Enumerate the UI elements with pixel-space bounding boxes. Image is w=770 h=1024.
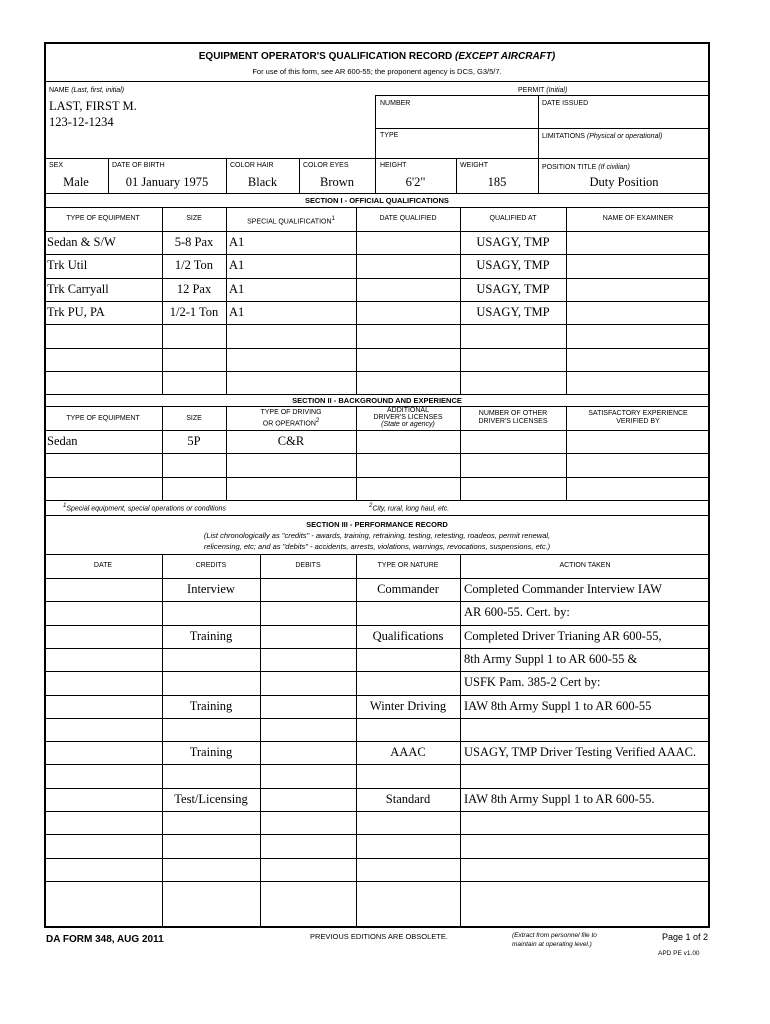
s1-cell[interactable]: Sedan & S/W xyxy=(47,235,116,249)
s3-cell[interactable]: IAW 8th Army Suppl 1 to AR 600-55. xyxy=(464,791,655,806)
row-line xyxy=(44,278,710,279)
position-label: POSITION TITLE (If civilian) xyxy=(542,164,630,171)
row-line xyxy=(44,788,710,789)
row-line xyxy=(44,348,710,349)
row-line xyxy=(44,881,710,882)
previous-editions: PREVIOUS EDITIONS ARE OBSOLETE. xyxy=(310,932,448,941)
row-line xyxy=(44,231,710,232)
section3-title: SECTION III - PERFORMANCE RECORD xyxy=(306,520,448,529)
page-number: Page 1 of 2 xyxy=(662,932,709,942)
permit-label: PERMIT (Initial) xyxy=(518,87,568,94)
s3-header-1: CREDITS xyxy=(195,562,227,569)
s1-cell[interactable]: USAGY, TMP xyxy=(476,304,550,319)
s1-cell[interactable]: A1 xyxy=(229,281,245,296)
row-line xyxy=(44,430,710,431)
s1-cell[interactable]: A1 xyxy=(229,304,245,319)
ssn-value[interactable]: 123-12-1234 xyxy=(49,115,114,129)
row-line xyxy=(44,858,710,859)
row-line xyxy=(44,764,710,765)
section1-title: SECTION I - OFFICIAL QUALIFICATIONS xyxy=(305,196,449,205)
s1-header-2: SPECIAL QUALIFICATION$^1$ xyxy=(247,216,335,226)
s2-h-size: SIZE xyxy=(186,415,202,422)
row-line xyxy=(44,718,710,719)
s1-cell[interactable]: 1/2-1 Ton xyxy=(169,304,219,319)
form-subtitle: For use of this form, see AR 600-55; the proponent agency is DCS, G3/5/7. xyxy=(252,67,502,76)
s3-cell[interactable]: Completed Commander Interview IAW xyxy=(464,582,662,596)
s2-cell[interactable]: Sedan xyxy=(47,434,78,448)
s1-header-1: SIZE xyxy=(186,215,202,222)
title-main: EQUIPMENT OPERATOR'S QUALIFICATION RECORD xyxy=(198,51,453,62)
s2-h-other: NUMBER OF OTHER DRIVER'S LICENSES xyxy=(478,410,548,425)
height-label: HEIGHT xyxy=(380,162,407,169)
row-line xyxy=(44,671,710,672)
row-line xyxy=(44,301,710,302)
s3-cell[interactable]: Commander xyxy=(377,582,439,596)
s1-cell[interactable]: USAGY, TMP xyxy=(476,235,550,249)
footnote-1: $^1$Special equipment, special operations or conditions xyxy=(63,503,226,513)
s2-h-satisfactory: SATISFACTORY EXPERIENCE VERIFIED BY xyxy=(588,410,688,425)
s3-header-4: ACTION TAKEN xyxy=(559,562,611,569)
s3-cell[interactable]: Test/Licensing xyxy=(174,791,248,806)
row-line xyxy=(44,741,710,742)
s1-cell[interactable]: 1/2 Ton xyxy=(174,258,214,273)
s1-cell[interactable]: Trk Carryall xyxy=(47,281,109,296)
row-line xyxy=(44,371,710,372)
row-line xyxy=(44,453,710,454)
row-line xyxy=(44,648,710,649)
rule xyxy=(44,81,710,82)
s1-cell[interactable]: USAGY, TMP xyxy=(476,258,550,273)
row-line xyxy=(44,500,710,501)
s3-cell[interactable]: AR 600-55. Cert. by: xyxy=(464,605,570,620)
s2-cell[interactable]: C&R xyxy=(277,434,305,448)
row-line xyxy=(44,477,710,478)
row-line xyxy=(44,625,710,626)
row-line xyxy=(44,254,710,255)
s2-h-driving: TYPE OF DRIVING OR OPERATION$^2$ xyxy=(260,409,322,428)
s3-cell[interactable]: Training xyxy=(189,698,233,713)
row-line xyxy=(44,578,710,579)
row-line xyxy=(44,811,710,812)
s3-cell[interactable]: 8th Army Suppl 1 to AR 600-55 & xyxy=(464,651,638,666)
row-line xyxy=(44,601,710,602)
s1-header-5: NAME OF EXAMINER xyxy=(602,215,674,222)
s1-cell[interactable]: 5-8 Pax xyxy=(174,235,214,249)
row-line xyxy=(44,834,710,835)
s1-header-0: TYPE OF EQUIPMENT xyxy=(66,215,140,222)
position-value[interactable]: Duty Position xyxy=(589,175,659,189)
s1-cell[interactable]: Trk PU, PA xyxy=(47,304,105,319)
row-line xyxy=(44,695,710,696)
hair-label: COLOR HAIR xyxy=(230,162,274,169)
s3-cell[interactable]: Qualifications xyxy=(372,628,444,643)
section3-note-2: relicensing, etc; and as "debits" - accidents, arrests, violations, warnings, revocations, suspensions, etc.) xyxy=(203,542,551,551)
date-issued-label: DATE ISSUED xyxy=(542,100,589,107)
dob-label: DATE OF BIRTH xyxy=(112,162,165,169)
section3-note-1: (List chronologically as "credits" - awards, training, retraining, testing, retesting, roadeos, permit renewal, xyxy=(203,531,551,540)
weight-value[interactable]: 185 xyxy=(487,175,507,189)
s3-cell[interactable]: USAGY, TMP Driver Testing Verified AAAC. xyxy=(464,745,697,760)
type-label: TYPE xyxy=(380,132,399,139)
row-line xyxy=(44,324,710,325)
s1-cell[interactable]: A1 xyxy=(229,235,245,249)
hair-value[interactable]: Black xyxy=(247,175,278,189)
dob-value[interactable]: 01 January 1975 xyxy=(125,175,209,189)
form-title xyxy=(44,51,710,62)
name-value[interactable]: LAST, FIRST M. xyxy=(49,99,137,113)
s3-cell[interactable]: Winter Driving xyxy=(369,698,447,713)
sex-label: SEX xyxy=(49,162,64,169)
s3-header-2: DEBITS xyxy=(295,562,321,569)
s1-cell[interactable]: USAGY, TMP xyxy=(476,281,550,296)
name-label: NAME (Last, first, initial) xyxy=(49,87,125,94)
s2-h-type: TYPE OF EQUIPMENT xyxy=(66,415,140,422)
s3-cell[interactable]: Completed Driver Trianing AR 600-55, xyxy=(464,628,662,643)
weight-label: WEIGHT xyxy=(460,162,488,169)
form-number: DA FORM 348, AUG 2011 xyxy=(46,934,164,945)
s3-cell[interactable]: Training xyxy=(189,745,233,760)
s3-cell[interactable]: Interview xyxy=(187,582,235,596)
number-label: NUMBER xyxy=(380,100,411,107)
s1-cell[interactable]: A1 xyxy=(229,258,245,273)
s3-cell[interactable]: IAW 8th Army Suppl 1 to AR 600-55 xyxy=(464,698,652,713)
footnote-2: $^2$City, rural, long haul, etc. xyxy=(369,503,450,513)
s3-header-0: DATE xyxy=(93,562,113,569)
version: APD PE v1.00 xyxy=(658,950,700,957)
limitations-label: LIMITATIONS (Physical or operational) xyxy=(542,133,663,140)
extract-note: (Extract from personnel file to maintain at operating level.) xyxy=(512,932,597,948)
s3-cell[interactable]: USFK Pam. 385-2 Cert by: xyxy=(464,675,601,690)
s1-cell[interactable]: 12 Pax xyxy=(176,281,212,296)
s2-h-additional: ADDITIONAL DRIVER'S LICENSES (State or agency) xyxy=(373,407,443,428)
s1-header-sup: 1 xyxy=(331,216,335,222)
s3-cell[interactable]: AAAC xyxy=(390,745,426,760)
s1-cell[interactable]: Trk Util xyxy=(47,258,88,273)
s1-header-4: QUALIFIED AT xyxy=(489,215,537,222)
title-italic: (EXCEPT AIRCRAFT) xyxy=(455,51,556,62)
eyes-label: COLOR EYES xyxy=(303,162,349,169)
eyes-value[interactable]: Brown xyxy=(319,175,355,189)
height-value[interactable]: 6'2" xyxy=(405,175,426,189)
section2-title: SECTION II - BACKGROUND AND EXPERIENCE xyxy=(292,396,462,405)
sex-value[interactable]: Male xyxy=(63,175,89,189)
s3-header-3: TYPE OR NATURE xyxy=(377,562,439,569)
s3-cell[interactable]: Training xyxy=(189,628,233,643)
s3-cell[interactable]: Standard xyxy=(385,791,431,806)
row-line xyxy=(44,394,710,395)
s2-cell[interactable]: 5P xyxy=(187,434,201,448)
s1-header-3: DATE QUALIFIED xyxy=(379,215,437,222)
